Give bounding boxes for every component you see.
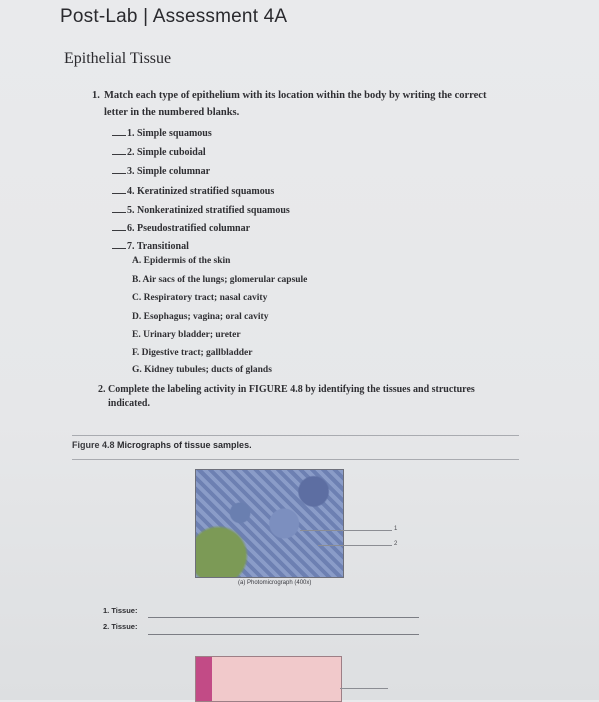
epithelium-item: 4. Keratinized stratified squamous — [127, 186, 275, 197]
answer-blank[interactable] — [112, 173, 126, 174]
answer-blank-row[interactable] — [112, 216, 250, 234]
answer-blank-row[interactable] — [112, 179, 274, 197]
leader-line — [300, 530, 392, 531]
figure-bottom-rule — [72, 459, 519, 460]
tissue-label: 2. Tissue: — [103, 622, 138, 631]
epithelium-item: 3. Simple columnar — [127, 166, 211, 177]
figure-caption-text: Micrographs of tissue samples. — [117, 440, 252, 450]
answer-blank[interactable] — [112, 135, 126, 136]
location-choice: D. Esophagus; vagina; oral cavity — [132, 312, 269, 322]
epithelium-item: 2. Simple cuboidal — [127, 147, 206, 158]
figure-caption — [72, 440, 252, 450]
micrograph-image-2 — [195, 656, 342, 702]
answer-blank-row[interactable] — [112, 140, 206, 158]
tissue-answer-line[interactable] — [148, 634, 419, 635]
location-choice: A. Epidermis of the skin — [132, 256, 231, 266]
epithelium-item: 1. Simple squamous — [127, 128, 212, 139]
figure-label: Figure 4.8 — [72, 440, 115, 450]
section-title: Epithelial Tissue — [64, 50, 172, 67]
answer-blank[interactable] — [112, 154, 126, 155]
answer-blank[interactable] — [112, 212, 126, 213]
answer-blank-row[interactable] — [112, 159, 210, 177]
location-choice: B. Air sacs of the lungs; glomerular capsule — [132, 275, 308, 285]
location-choice: C. Respiratory tract; nasal cavity — [132, 293, 268, 303]
epithelium-item: 7. Transitional — [127, 241, 189, 252]
tissue-answer-line[interactable] — [148, 617, 419, 618]
answer-blank[interactable] — [112, 193, 126, 194]
leader-line — [340, 688, 388, 689]
question-2-prompt — [98, 383, 518, 411]
answer-blank[interactable] — [112, 248, 126, 249]
micrograph-image — [195, 469, 344, 578]
leader-line — [318, 545, 392, 546]
question-1-number: 1. — [92, 90, 100, 101]
micrograph-caption: (a) Photomicrograph (400x) — [238, 580, 312, 586]
answer-blank-row[interactable] — [112, 121, 212, 139]
question-1-line-2: letter in the numbered blanks. — [104, 107, 240, 118]
leader-number: 2 — [394, 541, 398, 547]
question-1-line-1: Match each type of epithelium with its location within the body by writing the correct — [104, 90, 487, 101]
page-header-title: Post-Lab | Assessment 4A — [60, 6, 288, 27]
tissue-label: 1. Tissue: — [103, 606, 138, 615]
figure-top-rule — [72, 435, 519, 436]
location-choice: G. Kidney tubules; ducts of glands — [132, 365, 272, 375]
question-2-line-2: indicated. — [108, 398, 150, 409]
leader-number: 1 — [394, 526, 398, 532]
epithelium-item: 6. Pseudostratified columnar — [127, 223, 251, 234]
epithelium-item: 5. Nonkeratinized stratified squamous — [127, 205, 290, 216]
answer-blank[interactable] — [112, 230, 126, 231]
answer-blank-row[interactable] — [112, 234, 189, 252]
location-choice: F. Digestive tract; gallbladder — [132, 348, 253, 358]
location-choice: E. Urinary bladder; ureter — [132, 330, 241, 340]
answer-blank-row[interactable] — [112, 198, 290, 216]
question-1-prompt — [92, 87, 522, 121]
question-2-line-1: 2. Complete the labeling activity in FIGURE 4.8 by identifying the tissues and structures — [98, 384, 475, 395]
